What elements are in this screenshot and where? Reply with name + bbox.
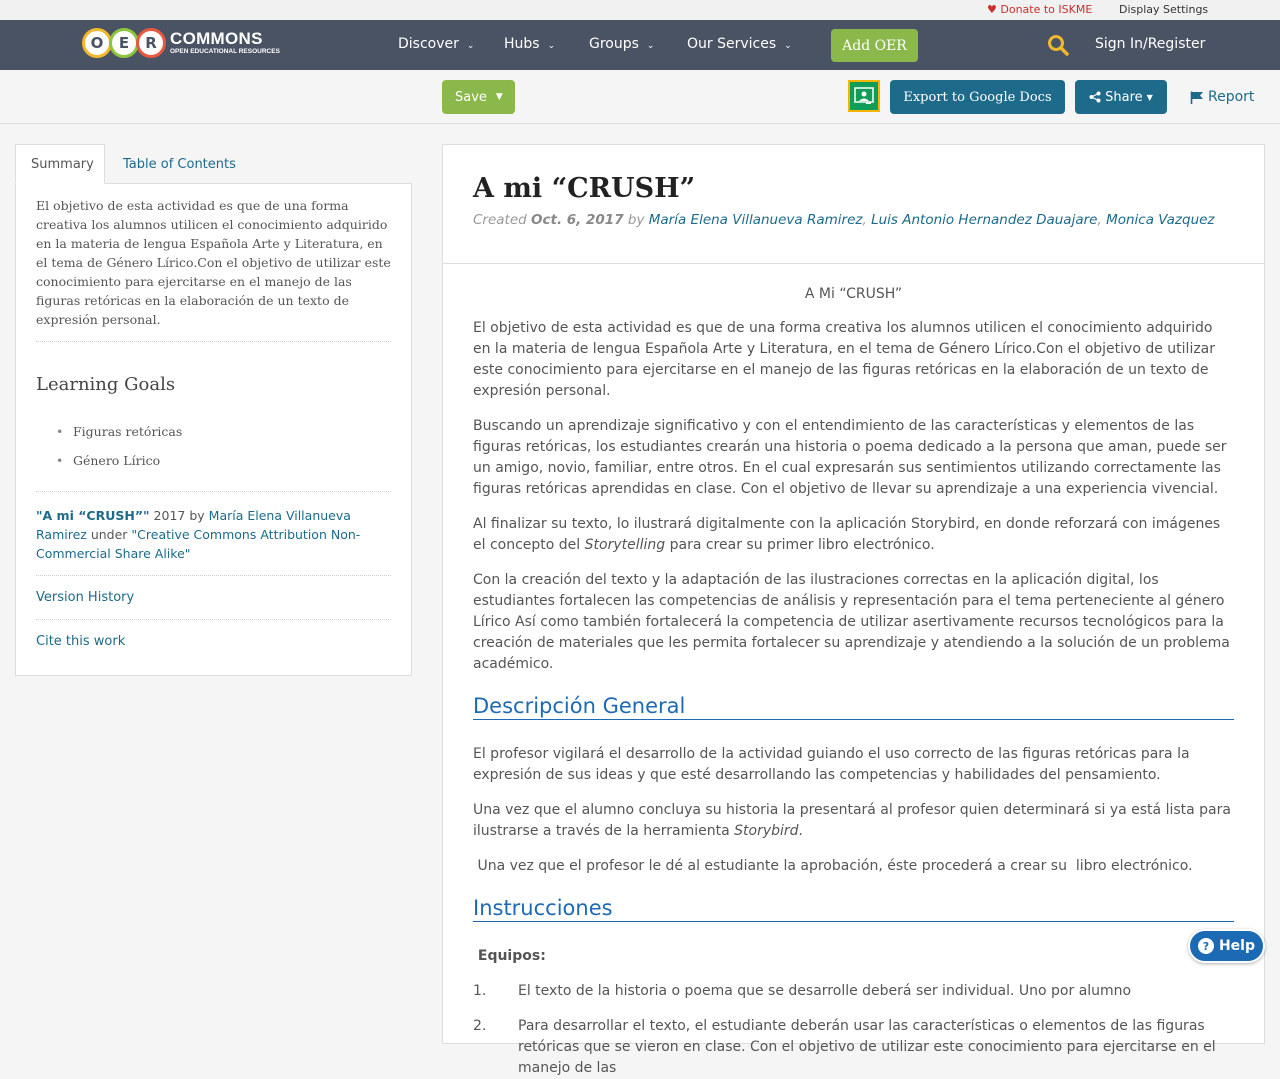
list-item xyxy=(473,1016,1234,1079)
save-button[interactable] xyxy=(442,80,515,114)
cite-work-link[interactable]: Cite this work xyxy=(36,634,126,649)
body-paragraph: El objetivo de esta actividad es que de una forma creativa los alumnos utilicen el conocimiento adquirido en la materia de lengua Española Arte y Literatura, en el tema de Género Lírico.Con el objetivo de utilizar este conocimiento para ejercitarse en el manejo de las figuras retóricas en la elaboración de un texto de expresión personal. xyxy=(473,320,1216,399)
body-paragraph: Buscando un aprendizaje significativo y con el entendimiento de las características y elementos de las figuras retóricas, los estudiantes crearán una historia o poema dedicado a la persona que aman, puede ser un amigo, novio, familiar, entre otros. En el cual expresarán sus sentimientos utilizando correctamente las figuras retóricas aprendidas en clase. Con el objetivo de llevar su aprendizaje a una experiencia vivencial. xyxy=(473,418,1227,497)
emphasis-text: Storytelling xyxy=(584,537,666,553)
chevron-down-icon: ⌄ xyxy=(466,41,475,51)
body-paragraph: El profesor vigilará el desarrollo de la actividad guiando el uso correcto de las figuras retóricas para la expresión de sus ideas y que esté desarrollando las competencias y habilidades del pensamiento. xyxy=(473,746,1190,783)
body-paragraph: Con la creación del texto y la adaptación de las ilustraciones correctas en la aplicación digital, los estudiantes fortalecen las competencias de análisis y representación para el tema perteneciente al género Lírico Así como también fortalecerá la competencia de utilizar asertivamente recursos tecnológicos para la creación de materiales que les permita fortalecer su aprendizaje y atendiendo a la solución de un problema académico. xyxy=(473,572,1230,672)
list-text: El texto de la historia o poema que se desarrolle deberá ser individual. Uno por alumno xyxy=(518,983,1132,999)
text-span: para crear su primer libro electrónico. xyxy=(669,537,935,553)
list-text: Para desarrollar el texto, el estudiante deberán usar las características o elementos de las figuras retóricas que se vieron en clase. Con el objetivo de utilizar este conocimiento para ejercitarse en el manejo de las xyxy=(518,1018,1216,1076)
help-label: Help xyxy=(1218,938,1256,954)
nav-our-services[interactable] xyxy=(687,36,792,52)
nav-groups[interactable] xyxy=(589,36,654,52)
body-paragraph xyxy=(473,514,1234,556)
author-link[interactable]: Monica Vazquez xyxy=(1106,212,1215,228)
chevron-down-icon: ⌄ xyxy=(547,41,556,51)
list-item: • Figuras retóricas xyxy=(56,417,391,446)
sidebar-tabs xyxy=(15,144,412,184)
export-google-docs-button[interactable]: Export to Google Docs xyxy=(890,80,1065,114)
learning-goals-list xyxy=(36,417,391,492)
signin-register-link[interactable]: Sign In/Register xyxy=(1095,36,1206,52)
logo-tagline: OPEN EDUCATIONAL RESOURCES xyxy=(170,48,280,56)
chevron-down-icon: ⌄ xyxy=(646,41,655,51)
resource-body xyxy=(443,264,1264,1079)
list-number: 1. xyxy=(473,983,487,999)
chevron-down-icon: ⌄ xyxy=(784,41,792,51)
body-paragraph xyxy=(473,800,1234,842)
resource-meta: Created Oct. 6, 2017 by María Elena Villanueva Ramirez, Luis Antonio Hernandez Dauajare, Monica Vazquez xyxy=(473,212,1215,228)
logo-letter-e: E xyxy=(109,28,139,58)
nav-our-services-label: Our Services xyxy=(687,36,777,52)
logo-letter-r: R xyxy=(136,28,166,58)
report-link[interactable] xyxy=(1190,89,1254,105)
license-info xyxy=(36,492,391,576)
by-label: by xyxy=(627,212,645,228)
share-icon xyxy=(1089,91,1101,103)
caret-down-icon: ▼ xyxy=(495,92,503,102)
add-oer-button[interactable]: Add OER xyxy=(831,29,918,62)
summary-text: El objetivo de esta actividad es que de una forma creativa los alumnos utilicen el conocimiento adquirido en la materia de lengua Española Arte y Literatura, en el tema de Género Lírico.Con el objetivo de utilizar este conocimiento para ejercitarse en el manejo de las figuras retóricas en la elaboración de un texto de expresión personal. xyxy=(36,196,391,342)
license-year: 2017 by xyxy=(153,508,205,523)
question-icon: ? xyxy=(1198,938,1214,954)
emphasis-text: Storybird xyxy=(734,823,799,839)
tab-table-of-contents[interactable]: Table of Contents xyxy=(123,156,236,172)
logo-wordmark xyxy=(170,30,280,56)
resource-sidebar xyxy=(15,144,412,677)
author-link[interactable]: Luis Antonio Hernandez Dauajare xyxy=(871,212,1098,228)
list-item xyxy=(473,981,1234,1002)
main-navbar xyxy=(0,20,1280,70)
text-span: . xyxy=(798,823,803,839)
section-heading-instrucciones: Instrucciones xyxy=(473,895,1234,922)
created-label: Created xyxy=(473,212,527,228)
display-settings-link[interactable]: Display Settings xyxy=(1119,3,1209,16)
save-label: Save xyxy=(455,89,487,105)
license-link[interactable]: "Creative Commons Attribution Non-Commercial Share Alike" xyxy=(36,527,361,561)
heart-icon: ♥ xyxy=(987,3,997,16)
nav-discover[interactable] xyxy=(398,36,474,52)
learning-goals-heading: Learning Goals xyxy=(36,374,176,395)
donate-label: Donate to ISKME xyxy=(1000,3,1093,16)
page-title: A mi “CRUSH” xyxy=(473,173,696,204)
list-item: • Género Lírico xyxy=(56,446,391,475)
equipos-label: Equipos: xyxy=(473,948,546,964)
body-title: A Mi “CRUSH” xyxy=(804,286,903,302)
report-label: Report xyxy=(1208,89,1255,105)
share-button[interactable] xyxy=(1075,80,1167,114)
logo-word: COMMONS xyxy=(170,29,263,49)
help-button[interactable] xyxy=(1188,929,1265,963)
utility-bar xyxy=(0,0,1280,20)
caret-down-icon: ▼ xyxy=(1146,92,1153,102)
summary-panel xyxy=(15,183,412,676)
text-span: Una vez que el alumno concluya su historia la presentará al profesor quien determinará si ya está lista para ilustrarse a través de la herramienta xyxy=(473,802,1231,839)
nav-discover-label: Discover xyxy=(398,36,459,52)
flag-icon xyxy=(1190,91,1204,104)
license-under: under xyxy=(90,527,128,542)
oer-commons-logo[interactable] xyxy=(82,26,280,60)
resource-action-bar xyxy=(0,70,1280,124)
section-heading-descripcion: Descripción General xyxy=(473,693,1234,720)
resource-header xyxy=(443,145,1264,264)
tab-summary[interactable]: Summary xyxy=(15,144,105,184)
text-span: Al finalizar su texto, lo ilustrará digitalmente con la aplicación Storybird, en donde reforzará con imágenes el concepto del xyxy=(473,516,1221,553)
share-label: Share xyxy=(1105,89,1143,105)
google-classroom-icon[interactable] xyxy=(848,80,880,112)
version-history-link[interactable]: Version History xyxy=(36,576,391,620)
license-title: "A mi “CRUSH”" xyxy=(36,508,150,523)
search-icon[interactable] xyxy=(1047,34,1069,56)
logo-letter-o: O xyxy=(82,28,112,58)
list-number: 2. xyxy=(473,1018,487,1034)
donate-link[interactable] xyxy=(987,3,1092,16)
classroom-glyph xyxy=(853,86,875,106)
author-link[interactable]: María Elena Villanueva Ramirez xyxy=(648,212,863,228)
body-paragraph: Una vez que el profesor le dé al estudiante la aprobación, éste procederá a crear su libro electrónico. xyxy=(473,858,1193,874)
license-author-link[interactable]: María Elena Villanueva Ramirez xyxy=(36,508,351,542)
resource-main xyxy=(442,144,1265,1076)
created-date: Oct. 6, 2017 xyxy=(531,212,624,228)
nav-hubs[interactable] xyxy=(504,36,555,52)
nav-hubs-label: Hubs xyxy=(504,36,540,52)
nav-groups-label: Groups xyxy=(589,36,639,52)
